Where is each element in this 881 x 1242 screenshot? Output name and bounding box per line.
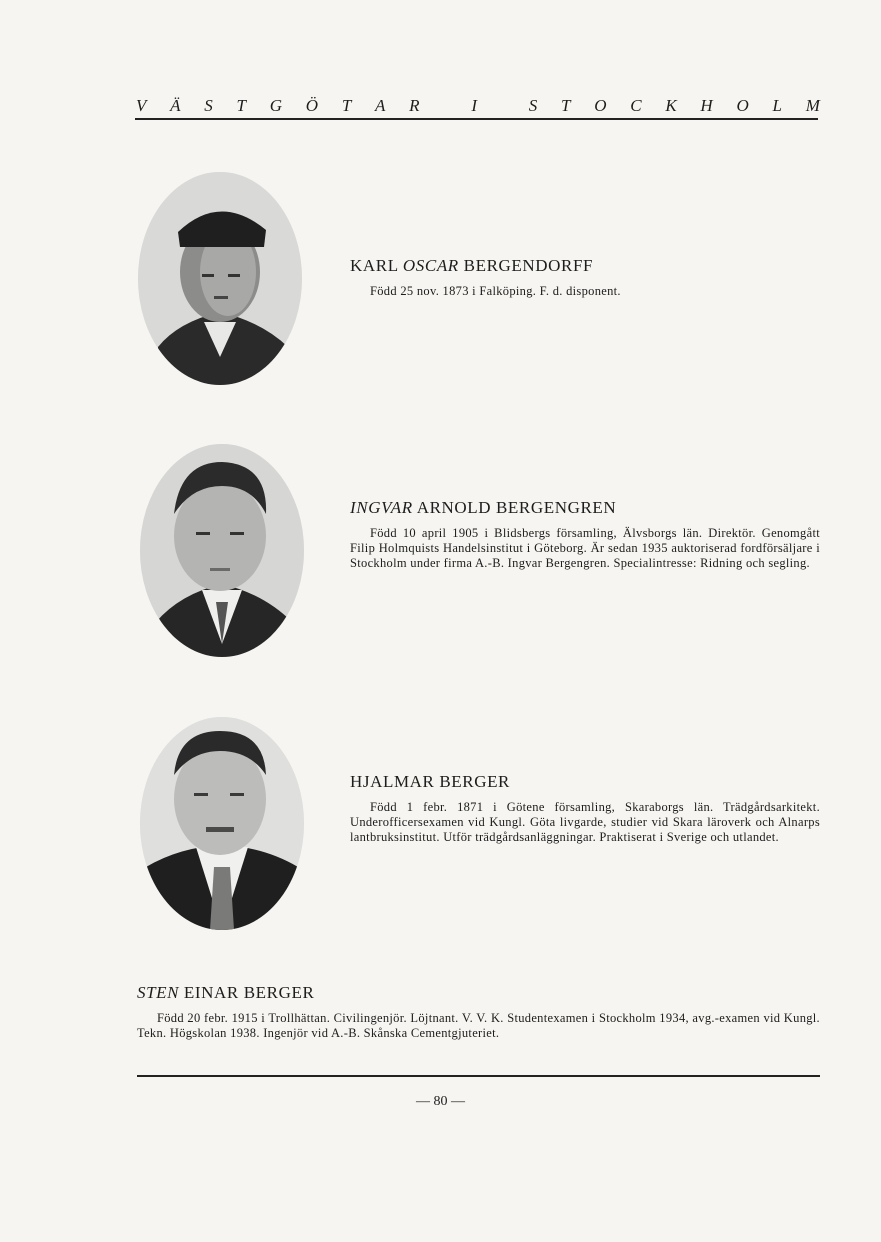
footer-rule bbox=[137, 1075, 820, 1077]
entry-sten-einar-berger bbox=[137, 983, 820, 1041]
header-letter: T bbox=[560, 96, 571, 115]
name-part: ARNOLD BERGENGREN bbox=[412, 498, 617, 517]
header-letter: K bbox=[665, 96, 677, 115]
header-space bbox=[501, 96, 505, 116]
header-letter: Ö bbox=[305, 96, 319, 115]
header-letter: Ä bbox=[170, 96, 181, 115]
header-letter: I bbox=[471, 96, 477, 115]
portrait-photo bbox=[140, 717, 304, 930]
header-rule bbox=[135, 118, 818, 120]
name-part: EINAR BERGER bbox=[179, 983, 315, 1002]
header-letter: V bbox=[136, 96, 147, 115]
header-letter: S bbox=[528, 96, 538, 115]
header-letter: T bbox=[341, 96, 352, 115]
header-letter: C bbox=[630, 96, 642, 115]
header-letter: A bbox=[375, 96, 386, 115]
entry-ingvar-arnold-bergengren bbox=[350, 498, 820, 571]
entry-karl-oscar-bergendorff bbox=[350, 256, 820, 299]
biography: Född 25 nov. 1873 i Falköping. F. d. disponent. bbox=[370, 284, 621, 298]
portrait-photo bbox=[138, 172, 302, 385]
running-header bbox=[136, 90, 820, 116]
header-space bbox=[443, 96, 447, 116]
header-letter: O bbox=[736, 96, 749, 115]
portrait-photo bbox=[140, 444, 304, 657]
header-letter: O bbox=[594, 96, 607, 115]
biography: Född 10 april 1905 i Blidsbergs församling, Älvsborgs län. Direktör. Genomgått Filip Holmquists Handelsinstitut i Göteborg. Är sedan 1935 auktoriserad fordförsäljare i Stockholm under firma A.-B. Ingvar Bergengren. Specialintresse: Ridning och segling. bbox=[350, 526, 820, 570]
biography: Född 1 febr. 1871 i Götene församling, Skaraborgs län. Trädgårdsarkitekt. Underofficersexamen vid Kungl. Göta livgarde, studier vid Skara läroverk och Alnarps lantbruksinstitut. Utför trädgårdsanläggningar. Praktiserat i Sverige och utlandet. bbox=[350, 800, 820, 844]
name-italic-part: STEN bbox=[137, 983, 180, 1002]
header-letter: G bbox=[269, 96, 283, 115]
header-letter: H bbox=[700, 96, 713, 115]
header-letter: T bbox=[236, 96, 246, 115]
person-name bbox=[350, 256, 820, 276]
person-name bbox=[350, 772, 820, 792]
name-part: BERGENDORFF bbox=[458, 256, 594, 275]
header-letter: S bbox=[204, 96, 213, 115]
name-italic-part: INGVAR bbox=[350, 498, 413, 517]
name-part: HJALMAR BERGER bbox=[350, 772, 510, 791]
biography: Född 20 febr. 1915 i Trollhättan. Civilingenjör. Löjtnant. V. V. K. Studentexamen i Stockholm 1934, avg.-examen vid Kungl. Tekn. Högskolan 1938. Ingenjör vid A.-B. Skånska Cementgjuteriet. bbox=[137, 1011, 820, 1040]
entry-hjalmar-berger bbox=[350, 772, 820, 845]
name-part: KARL bbox=[350, 256, 403, 275]
name-italic-part: OSCAR bbox=[402, 256, 459, 275]
header-letter: R bbox=[409, 96, 420, 115]
person-name bbox=[137, 983, 820, 1003]
page-number: — 80 — bbox=[416, 1094, 465, 1109]
header-letter: M bbox=[805, 96, 820, 115]
person-name bbox=[350, 498, 820, 518]
header-letter: L bbox=[772, 96, 782, 115]
